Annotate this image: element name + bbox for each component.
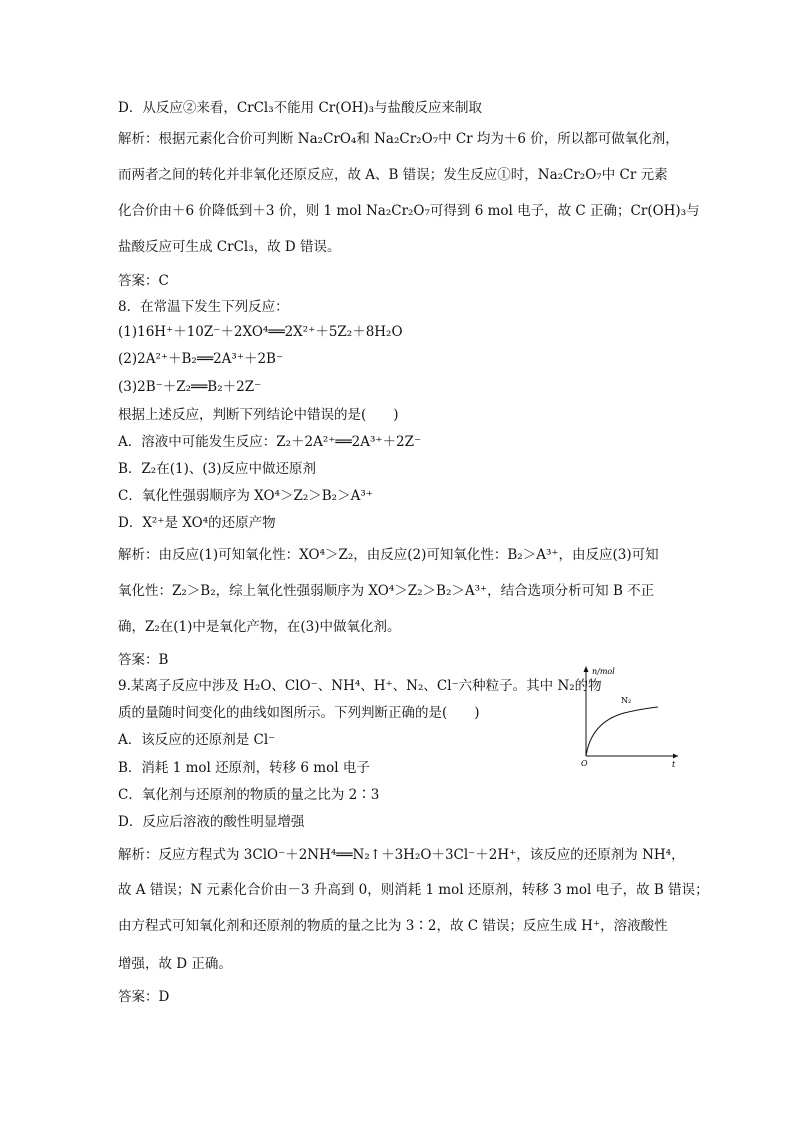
q9-stem-line-2: 质的量随时间变化的曲线如图所示。下列判断正确的是( ) [118, 705, 480, 721]
q8-question: 根据上述反应，判断下列结论中错误的是( ) [118, 407, 399, 423]
q8-reaction-2: (2)2A²⁺＋B₂══2A³⁺＋2B⁻ [118, 351, 284, 367]
q8-analysis-line-1: 解析：由反应(1)可知氧化性：XO⁴＞Z₂，由反应(2)可知氧化性：B₂＞A³⁺，由反应(3)可知 [118, 547, 659, 563]
q7-analysis-line-4: 盐酸反应可生成 CrCl₃，故 D 错误。 [118, 239, 341, 255]
q8-option-c: C．氧化性强弱顺序为 XO⁴＞Z₂＞B₂＞A³⁺ [118, 488, 373, 504]
q8-option-d: D．X²⁺是 XO⁴的还原产物 [118, 515, 276, 531]
graph-origin-label: O [581, 759, 588, 768]
q9-option-d: D．反应后溶液的酸性明显增强 [118, 814, 305, 830]
q9-stem-line-1: 9.某离子反应中涉及 H₂O、ClO⁻、NH⁴、H⁺、N₂、Cl⁻六种粒子。其中 N₂的物 [118, 678, 602, 694]
q8-stem: 8．在常温下发生下列反应： [118, 299, 289, 315]
q9-option-a: A．该反应的还原剂是 Cl⁻ [118, 732, 276, 748]
q9-analysis-line-2: 故 A 错误；N 元素化合价由－3 升高到 0，则消耗 1 mol 还原剂，转移 3 mol 电子，故 B 错误； [118, 882, 709, 898]
q7-analysis-line-2: 而两者之间的转化并非氧化还原反应，故 A、B 错误；发生反应①时，Na₂Cr₂O₇中 Cr 元素 [118, 167, 668, 183]
q9-analysis-line-4: 增强，故 D 正确。 [118, 956, 232, 972]
q9-analysis-line-3: 由方程式可知氧化剂和还原剂的物质的量之比为 3∶2，故 C 错误；反应生成 H⁺，溶液酸性 [118, 918, 668, 934]
graph-x-label: t [672, 760, 676, 769]
graph-y-arrow [584, 666, 589, 672]
q8-option-a: A．溶液中可能发生反应：Z₂＋2A²⁺══2A³⁺＋2Z⁻ [118, 434, 422, 450]
q9-option-c: C．氧化剂与还原剂的物质的量之比为 2∶3 [118, 787, 380, 803]
q8-analysis-line-2: 氧化性：Z₂＞B₂，综上氧化性强弱顺序为 XO⁴＞Z₂＞B₂＞A³⁺，结合选项分析可知 B 不正 [118, 583, 655, 599]
graph-curve-label: N₂ [621, 696, 632, 705]
n2-amount-graph [578, 660, 684, 770]
q8-option-b: B．Z₂在(1)、(3)反应中做还原剂 [118, 461, 316, 477]
q8-analysis-line-3: 确，Z₂在(1)中是氧化产物，在(3)中做氧化剂。 [118, 619, 401, 635]
q7-analysis-line-1: 解析：根据元素化合价可判断 Na₂CrO₄和 Na₂Cr₂O₇中 Cr 均为＋6 价，所以都可做氧化剂， [118, 131, 679, 147]
q9-analysis-line-1: 解析：反应方程式为 3ClO⁻＋2NH⁴══N₂↑＋3H₂O＋3Cl⁻＋2H⁺，该反应的还原剂为 NH⁴， [118, 847, 685, 863]
graph-y-label: n/mol [592, 667, 615, 676]
q9-option-b: B．消耗 1 mol 还原剂，转移 6 mol 电子 [118, 760, 370, 776]
graph-x-arrow [673, 754, 678, 759]
q7-answer: 答案：C [118, 273, 169, 289]
q8-reaction-3: (3)2B⁻＋Z₂══B₂＋2Z⁻ [118, 379, 262, 395]
q7-option-d: D．从反应②来看，CrCl₃不能用 Cr(OH)₃与盐酸反应来制取 [118, 100, 483, 116]
n2-curve [586, 707, 658, 756]
q7-analysis-line-3: 化合价由＋6 价降低到＋3 价，则 1 mol Na₂Cr₂O₇可得到 6 mol 电子，故 C 正确；Cr(OH)₃与 [118, 203, 700, 219]
q8-answer: 答案：B [118, 652, 169, 668]
q8-reaction-1: (1)16H⁺＋10Z⁻＋2XO⁴══2X²⁺＋5Z₂＋8H₂O [118, 324, 403, 340]
q9-answer: 答案：D [118, 989, 170, 1005]
